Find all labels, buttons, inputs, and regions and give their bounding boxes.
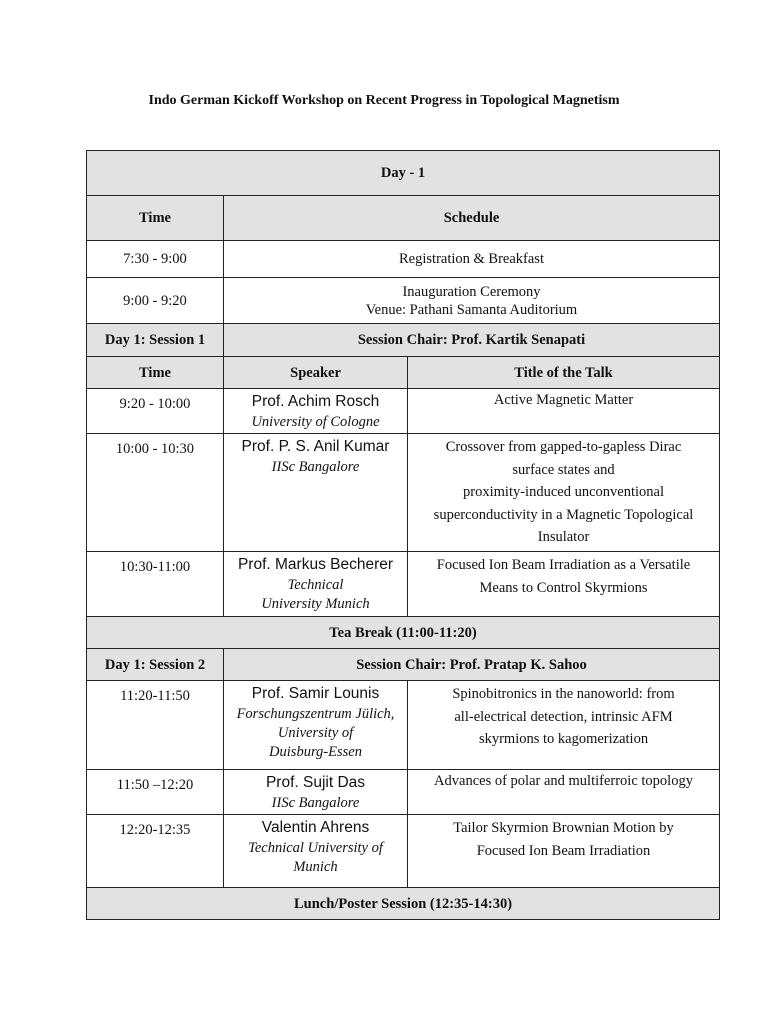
speaker-name: Prof. P. S. Anil Kumar xyxy=(241,438,390,455)
session-label: Day 1: Session 2 xyxy=(87,649,224,681)
speaker-cell xyxy=(224,552,408,617)
speaker-name: Prof. Samir Lounis xyxy=(251,685,380,702)
speaker-name: Prof. Sujit Das xyxy=(265,774,366,791)
talk-row xyxy=(87,815,720,888)
talk-title: Advances of polar and multiferroic topology xyxy=(434,773,693,789)
talk-title-line: proximity-induced unconventional xyxy=(463,484,664,500)
speaker-affiliation: Munich xyxy=(293,859,338,875)
talk-title-cell xyxy=(408,434,720,552)
session-header-row xyxy=(87,324,720,357)
time-column-header: Time xyxy=(87,357,224,389)
document-title: Indo German Kickoff Workshop on Recent Progress in Topological Magnetism xyxy=(148,93,620,108)
speaker-cell xyxy=(224,434,408,552)
session-chair: Session Chair: Prof. Kartik Senapati xyxy=(224,324,720,357)
lunch-row xyxy=(87,888,720,920)
session-label: Day 1: Session 1 xyxy=(87,324,224,357)
speaker-affiliation: Technical xyxy=(287,577,344,593)
day-header-row xyxy=(87,151,720,196)
talk-title-line: surface states and xyxy=(512,461,615,478)
talk-title-line: all-electrical detection, intrinsic AFM xyxy=(454,708,673,725)
event-cell xyxy=(224,241,720,278)
tea-break-row xyxy=(87,617,720,649)
event-line: Inauguration Ceremony xyxy=(402,283,541,300)
talk-column-header-row xyxy=(87,357,720,389)
talk-row xyxy=(87,681,720,770)
talk-title-cell xyxy=(408,815,720,888)
session-chair: Session Chair: Prof. Pratap K. Sahoo xyxy=(224,649,720,681)
speaker-affiliation: Technical University of xyxy=(248,840,383,856)
talk-title-line: Focused Ion Beam Irradiation xyxy=(476,842,651,859)
talk-row xyxy=(87,434,720,552)
time-cell: 10:30-11:00 xyxy=(87,552,224,617)
talk-title-line: Means to Control Skyrmions xyxy=(479,579,648,596)
talk-title-cell xyxy=(408,681,720,770)
day-label: Day - 1 xyxy=(87,151,720,196)
talk-title: Active Magnetic Matter xyxy=(493,392,634,408)
venue-line: Venue: Pathani Samanta Auditorium xyxy=(365,301,578,318)
speaker-cell xyxy=(224,681,408,770)
talk-title-cell xyxy=(408,770,720,815)
talk-title-line: skyrmions to kagomerization xyxy=(478,731,649,747)
speaker-name: Valentin Ahrens xyxy=(261,819,370,836)
time-cell: 7:30 - 9:00 xyxy=(87,241,224,278)
time-cell: 10:00 - 10:30 xyxy=(87,434,224,552)
time-cell: 12:20-12:35 xyxy=(87,815,224,888)
column-header-row xyxy=(87,196,720,241)
time-cell: 9:20 - 10:00 xyxy=(87,389,224,434)
talk-title-line: Focused Ion Beam Irradiation as a Versatile xyxy=(436,557,691,573)
talk-title-line: Crossover from gapped-to-gapless Dirac xyxy=(445,439,682,455)
speaker-affiliation: University of Cologne xyxy=(251,414,380,430)
speaker-affiliation: Forschungszentrum Jülich, xyxy=(236,706,395,722)
talk-row xyxy=(87,552,720,617)
event-line: Registration & Breakfast xyxy=(399,251,544,267)
talk-title-line: superconductivity in a Magnetic Topological xyxy=(433,506,694,523)
talk-title-line: Spinobitronics in the nanoworld: from xyxy=(452,686,675,702)
time-cell: 11:50 –12:20 xyxy=(87,770,224,815)
talk-title-line: Tailor Skyrmion Brownian Motion by xyxy=(453,820,674,836)
title-column-header: Title of the Talk xyxy=(408,357,720,389)
speaker-affiliation: University of xyxy=(277,725,354,741)
event-cell xyxy=(224,278,720,324)
lunch-poster-session: Lunch/Poster Session (12:35-14:30) xyxy=(87,888,720,920)
speaker-cell xyxy=(224,770,408,815)
speaker-affiliation: University Munich xyxy=(261,596,370,612)
speaker-cell xyxy=(224,389,408,434)
speaker-cell xyxy=(224,815,408,888)
talk-title-cell xyxy=(408,389,720,434)
talk-title-cell xyxy=(408,552,720,617)
time-header: Time xyxy=(87,196,224,241)
schedule-table xyxy=(86,150,720,920)
table-row xyxy=(87,278,720,324)
talk-title-line: Insulator xyxy=(537,529,590,545)
time-cell: 11:20-11:50 xyxy=(87,681,224,770)
tea-break: Tea Break (11:00-11:20) xyxy=(87,617,720,649)
speaker-name: Prof. Markus Becherer xyxy=(237,556,394,573)
speaker-name: Prof. Achim Rosch xyxy=(251,393,380,410)
speaker-affiliation: IISc Bangalore xyxy=(271,459,360,475)
talk-row xyxy=(87,389,720,434)
time-cell: 9:00 - 9:20 xyxy=(87,278,224,324)
table-row xyxy=(87,241,720,278)
speaker-column-header: Speaker xyxy=(224,357,408,389)
talk-row xyxy=(87,770,720,815)
speaker-affiliation: IISc Bangalore xyxy=(271,795,360,811)
schedule-header: Schedule xyxy=(224,196,720,241)
session-header-row xyxy=(87,649,720,681)
speaker-affiliation: Duisburg-Essen xyxy=(269,744,362,760)
